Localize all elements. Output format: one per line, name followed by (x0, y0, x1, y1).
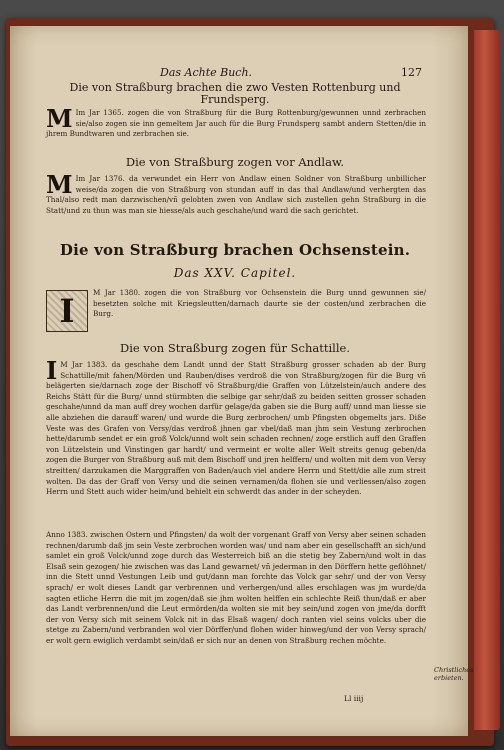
section-heading-rottenburg: Die von Straßburg brachen die zwo Vesten Rottenburg und Frundsperg. (69, 81, 401, 106)
paragraph-text: Im Jar 1365. zogen die von Straßburg für die Burg Rottenburg/gewunnen unnd zerbrachen sie/also zogen sie inn gemeltem Jar auch für die Burg Frundsperg sambt andern Stetten/die in jhrem Bundtwaren und zerbrachen sie. (46, 108, 426, 139)
paragraph-anno-1383 (46, 530, 426, 647)
ornamental-drop-cap: I (46, 290, 88, 332)
drop-cap: M (46, 170, 73, 199)
page-edges (474, 30, 500, 730)
signature-mark: Ll iiij (344, 694, 364, 703)
paragraph-andlaw (46, 170, 426, 216)
marginal-note: Christliches erbieten. (434, 666, 474, 682)
paragraph-text: Im Jar 1376. da verwundet ein Herr von Andlaw einen Soldner von Straßburg unbillicher weise/da zogen die von Straßburg von stundan auff in das thal Andlaw/und verhergten das Thal/also redt man darzwischen/vñ gelobten zwen von Andlaw sich zustellen gehn Straßburg in die Statt/und zu thun was man sie hiesse/als auch geschahe/und ward die sach gerichtet. (46, 174, 426, 215)
paragraph-text: M Jar 1383. da geschahe dem Landt unnd der Statt Straßburg grosser schaden ab der Burg Schattille/mit fahen/Mörden und Rauben/dises verdroß die von Straßburg/zogen für die Burg vñ belägerten sie/darnach zoge der Bischoff võ Straßburg/die Graffen von Lützelstein/auch andere des Reichs Stätt für die Burg/ unnd stürmbten die selbige gar sehr/daß zu beiden seitten grosser schaden geschahe/unnd da man auff drey wochen darfür gelage/da gaben sie die Burg auff/ unnd man liesse sie alle abziehen die darauff waren/ und wurde die Burg zerbrochen/ umb Pfingsten obgemelts jars. Diße Veste was des Grafen von Versy/das verdroß jhnen gar vbel/daß man jhm sein Vestung zerbrochen hette/darumb sendet er ein groß Volck/unnd wolt sein schaden rechnen/ zoge erstlich auff den Graffen von Lützelstein und Vinstingen gar hardt/ und vermeint er wolte aller Welt streits genug geben/da zogen die Burger von Straßburg auß mit dem Bischoff und jren helffern/ und wolten mit dem von Versy streitten/ darzukamen die Marggraffen von Baden/auch viel andere Herrn und Stett/die alle zum streit wolten. Da das der Graff von Versy und die seinen vernamen/da flohen sie und verliessen/also zogen Herrn und Stett auch wider heim/und behielt ein schwerdt das ander in der scheyden. (46, 360, 426, 497)
paragraph-ochsenstein (46, 288, 426, 332)
paragraph-text: M Jar 1380. zogen die von Straßburg vor Ochsenstein die Burg unnd gewunnen sie/ besetzten solche mit Kriegsleutten/darnach daurte sie der costen/und zerbrachen die Burg. (93, 288, 426, 319)
chapter-heading: Das XXV. Capitel. (173, 266, 297, 280)
book-page (10, 26, 474, 736)
running-head: Das Achte Buch. (160, 66, 253, 79)
section-heading-ochsenstein: Die von Straßburg brachen Ochsenstein. (59, 241, 411, 259)
paragraph-schattille (46, 356, 426, 498)
section-heading-andlaw: Die von Straßburg zogen vor Andlaw. (125, 155, 345, 169)
drop-cap: I (46, 356, 58, 385)
paragraph-rottenburg (46, 104, 426, 140)
page-number: 127 (401, 66, 422, 79)
drop-cap: M (46, 104, 73, 133)
page-header (10, 66, 468, 80)
section-heading-schattille: Die von Straßburg zogen für Schattille. (119, 341, 350, 355)
paragraph-text: Anno 1383. zwischen Ostern und Pfingsten/ da wolt der vorgenant Graff von Versy aber seinen schaden rechnen/darumb daß jm sein Veste zerbrochen worden was/ und nam aber ein gesellschafft an sich/und samlet ein groß Volck/unnd zoge durch das Westerreich biß an die stetig bey Zabern/und wolt in das Elsaß sein gezogen/ hie zwischen was das Land gewarnet/ vñ jederman in den Dörffern hette geflöhnet/ inn die Stett unnd Vestungen Leib und gut/dann man forchte das Volck gar sehr/ und der von Versy sprach/ er wolt dieses Landt gar verbrennen und verhergen/und alles erschlagen was jm wurde/da sagten etliche Herrn die mit jm zogen/daß sie jhm wolten helffen ein schlechte Reiß thun/daß er aber das Landt verbrennen/und die Leut ermörden/da wolten sie mit bey sein/und zogen von jme/da dorfft der von Versy sich mit seinem Volck nit in das Elsaß wagen/ doch ranten viel seins volcks uber die stetge zu Zabern/und verbranden wol vier Dörffer/und flohen wider hinweg/und der von Versy sprach/ er wolt gern ewiglich verdambt sein/daß er sich nur an denen von Straßburg rechen möchte. (46, 530, 426, 645)
